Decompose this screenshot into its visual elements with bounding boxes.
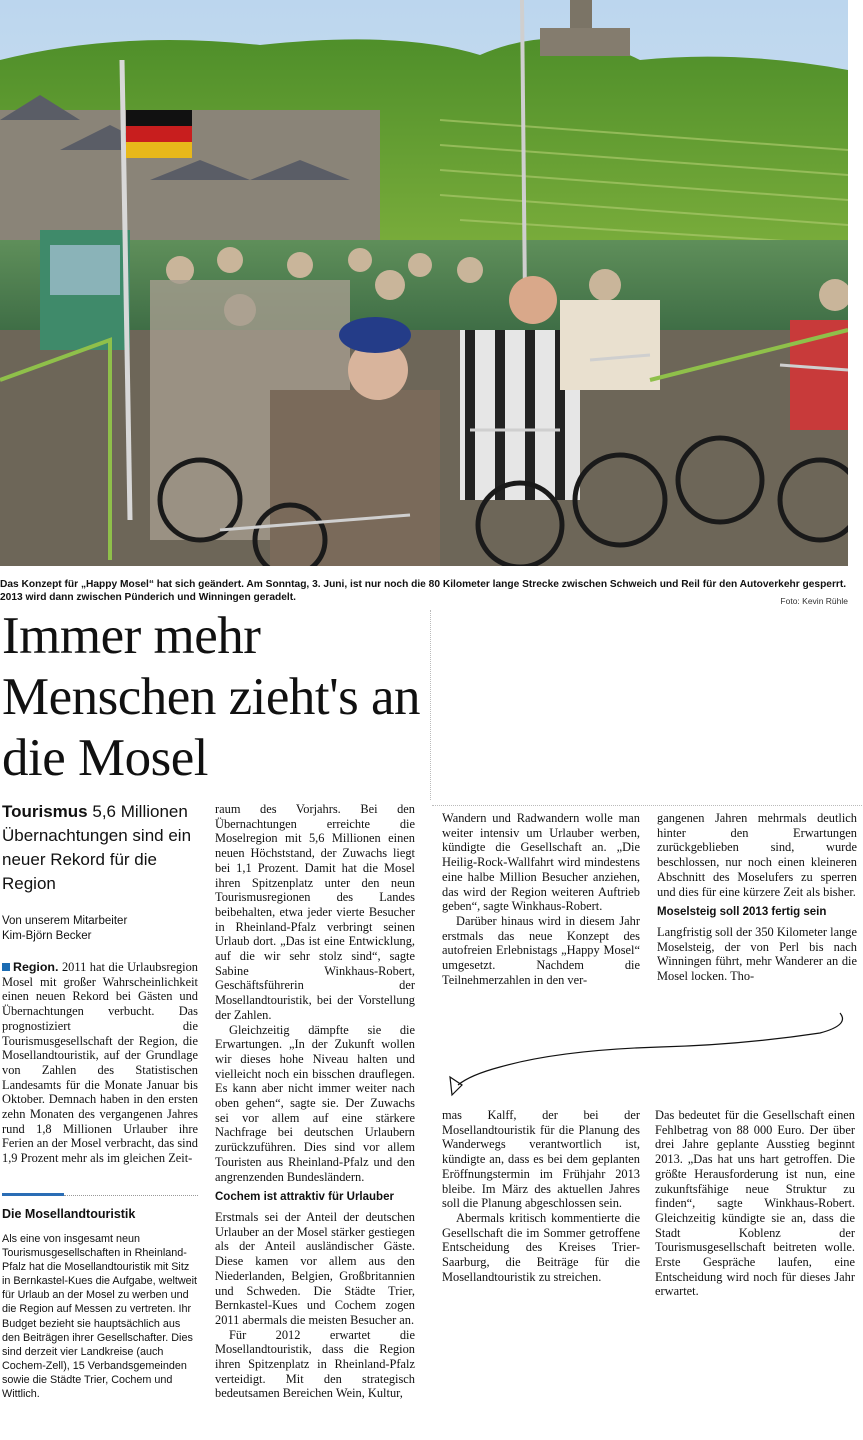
- subheading: Moselsteig soll 2013 fertig sein: [657, 906, 827, 919]
- ferry-cyclists-photo: [0, 0, 848, 566]
- article-column-2: [215, 802, 415, 1401]
- article-column-4: [657, 811, 857, 984]
- square-bullet-icon: [2, 963, 10, 971]
- article-column-3: [442, 811, 640, 987]
- paragraph: Langfristig soll der 350 Kilometer lange Moselsteig, der von Perl bis nach Winningen führt, mehr Wanderer an die Mosel locken. Tho-: [657, 924, 857, 984]
- paragraph: Das bedeutet für die Gesellschaft einen Fehlbetrag von 88 000 Euro. Der über drei Jahre geplante Ausstieg beginnt 2013. „Das hat uns hart getroffen. Die größte Herausforderung ist nun, eine zukunftsfähige neue Struktur zu finden“, sagte Winkhaus-Robert. Gleichzeitig kündigte sie an, dass die Stadt Koblenz der Tourismusgesellschaft beitreten wolle. Erste Gespräche laufen, eine Entscheidung wird noch für dieses Jahr erwartet.: [655, 1108, 855, 1299]
- article-column-1: [2, 960, 198, 1166]
- dateline: Region.: [13, 960, 59, 974]
- article-column-4b: [655, 1108, 855, 1299]
- paragraph-text: 2011 hat die Urlaubsregion Mosel mit großer Wahrscheinlichkeit einen neuen Rekord bei Gästen und Übernachtungen verbucht. Das prognostiziert die Tourismusgesellschaft der Region, die Mosellandtouristik, auf der Grundlage von Zahlen des Statistischen Landesamts für die Monate Januar bis Oktober. Demnach haben in den ersten zehn Monaten des vergangenen Jahres rund 1,8 Millionen Urlauber ihre Ferien an der Mosel verbracht, das sind 1,9 Prozent mehr als im gleichen Zeit-: [2, 960, 198, 1166]
- photo-caption: Das Konzept für „Happy Mosel“ hat sich geändert. Am Sonntag, 3. Juni, ist nur noch die 80 Kilometer lange Strecke zwischen Schweich und Reil für den Autoverkehr gesperrt. 2013 wird dann zwischen Pünderich und Winningen geradelt.: [0, 579, 847, 603]
- paragraph: Wandern und Radwandern wolle man weiter intensiv um Urlauber werben, kündigte die Gesellschaft an. „Die Heilig-Rock-Wallfahrt wird mindestens eine halbe Million Besucher anziehen, das wird der Region weiteren Auftrieb geben“, sagte Winkhaus-Robert.: [442, 811, 640, 914]
- kicker-label: Tourismus: [2, 802, 88, 821]
- paragraph: Für 2012 erwartet die Mosellandtouristik, dass die Region ihren Spitzenplatz in Rheinland-Pfalz verteidigt. Mit den strategisch bedeutsamen Bereichen Wein, Kultur,: [215, 1327, 415, 1401]
- paragraph: gangenen Jahren mehrmals deutlich hinter den Erwartungen zurückgeblieben sind, wurde beschlossen, nur noch einen kleineren Abschnitt des Moselufers zu sperren und dies für eine kürzere Zeit als bisher.: [657, 811, 857, 899]
- article-column-3b: [442, 1108, 640, 1284]
- byline-author: Kim-Björn Becker: [2, 930, 92, 942]
- subheading: Cochem ist attraktiv für Urlauber: [215, 1191, 394, 1204]
- box-rule: [2, 1193, 64, 1196]
- headline: Immer mehr Menschen zieht's an die Mosel: [2, 607, 421, 787]
- divider: [432, 805, 862, 807]
- paragraph: [2, 960, 198, 1166]
- infobox-text: Als eine von insgesamt neun Tourismusgesellschaften in Rheinland-Pfalz hat die Mosellandtouristik mit Sitz in Bernkastel-Kues die Aufgabe, weltweit für Urlaub an der Mosel zu werben und die Region auf Messen zu vertreten. Ihr Budget bezieht sie hauptsächlich aus den Beiträgen ihrer Gesellschafter. Dies sind derzeit vier Landkreise (auch Cochem-Zell), 15 Verbandsgemeinden sowie die Städte Trier, Cochem und Wittlich.: [2, 1233, 198, 1401]
- photo-credit: Foto: Kevin Rühle: [780, 596, 848, 606]
- paragraph: Darüber hinaus wird in diesem Jahr erstmals das neue Konzept des autofreien Erlebnistags „Happy Mosel“ umgesetzt. Nachdem die Teilnehmerzahlen in den ver-: [442, 913, 640, 987]
- infobox-title: Die Mosellandtouristik: [2, 1207, 136, 1221]
- paragraph: raum des Vorjahrs. Bei den Übernachtungen erreichte die Moselregion mit 5,6 Millionen einen neuen Höchststand, der Zuwachs liegt bei 1,1 Prozent. Damit hat die Mosel ihren Spitzenplatz unter den neun Tourismusregionen des Landes beibehalten, etwa jeder vierte Besucher in Rheinland-Pfalz verbringt seinen Urlaub dort. „Das ist eine Entwicklung, auf die wir sehr stolz sind“, sagte Sabine Winkhaus-Robert, Geschäftsführerin der Mosellandtouristik, bei der Vorstellung der Zahlen.: [215, 802, 415, 1022]
- byline-line1: Von unserem Mitarbeiter: [2, 915, 128, 927]
- continuation-scribble: [440, 1005, 860, 1105]
- kicker: [2, 800, 202, 896]
- paragraph: Erstmals sei der Anteil der deutschen Urlauber an der Mosel stärker gestiegen als der Anteil ausländischer Gäste. Diese kamen vor allem aus den Niederlanden, Belgien, Großbritannien und Schweden. Die Städte Trier, Bernkastel-Kues und Cochem zogen 2011 abermals die meisten Besucher an.: [215, 1209, 415, 1327]
- byline: [2, 914, 202, 944]
- article-photo: [0, 0, 848, 566]
- box-rule-dotted: [64, 1195, 198, 1197]
- paragraph: mas Kalff, der bei der Mosellandtouristik für die Planung des Wanderwegs verantwortlich ist, kündigte an, dass es bei dem geplanten Eröffnungstermin im Frühjahr 2013 bleibe. Im März des aktuellen Jahres soll die Planung abgeschlossen sein.: [442, 1108, 640, 1211]
- paragraph: Abermals kritisch kommentierte die Gesellschaft die im Sommer getroffene Entscheidung des Kreises Trier-Saarburg, die Beiträge für die Mosellandtouristik zu streichen.: [442, 1210, 640, 1284]
- paragraph: Gleichzeitig dämpfte sie die Erwartungen. „In der Zukunft wollen wir dieses hohe Niveau halten und vielleicht noch ein bisschen drauflegen. Es kann aber nicht immer weiter nach oben gehen“, sagte sie. Der Zuwachs sei vor allem auf eine stärkere Nachfrage bei deutschen Urlaubern zurückzuführen. Dies sind vor allem Touristen aus Rheinland-Pfalz und den angrenzenden Bundesländern.: [215, 1022, 415, 1184]
- divider: [430, 610, 432, 800]
- kicker-text: 5,6 Millionen Übernachtungen sind ein neuer Rekord für die Region: [2, 802, 192, 893]
